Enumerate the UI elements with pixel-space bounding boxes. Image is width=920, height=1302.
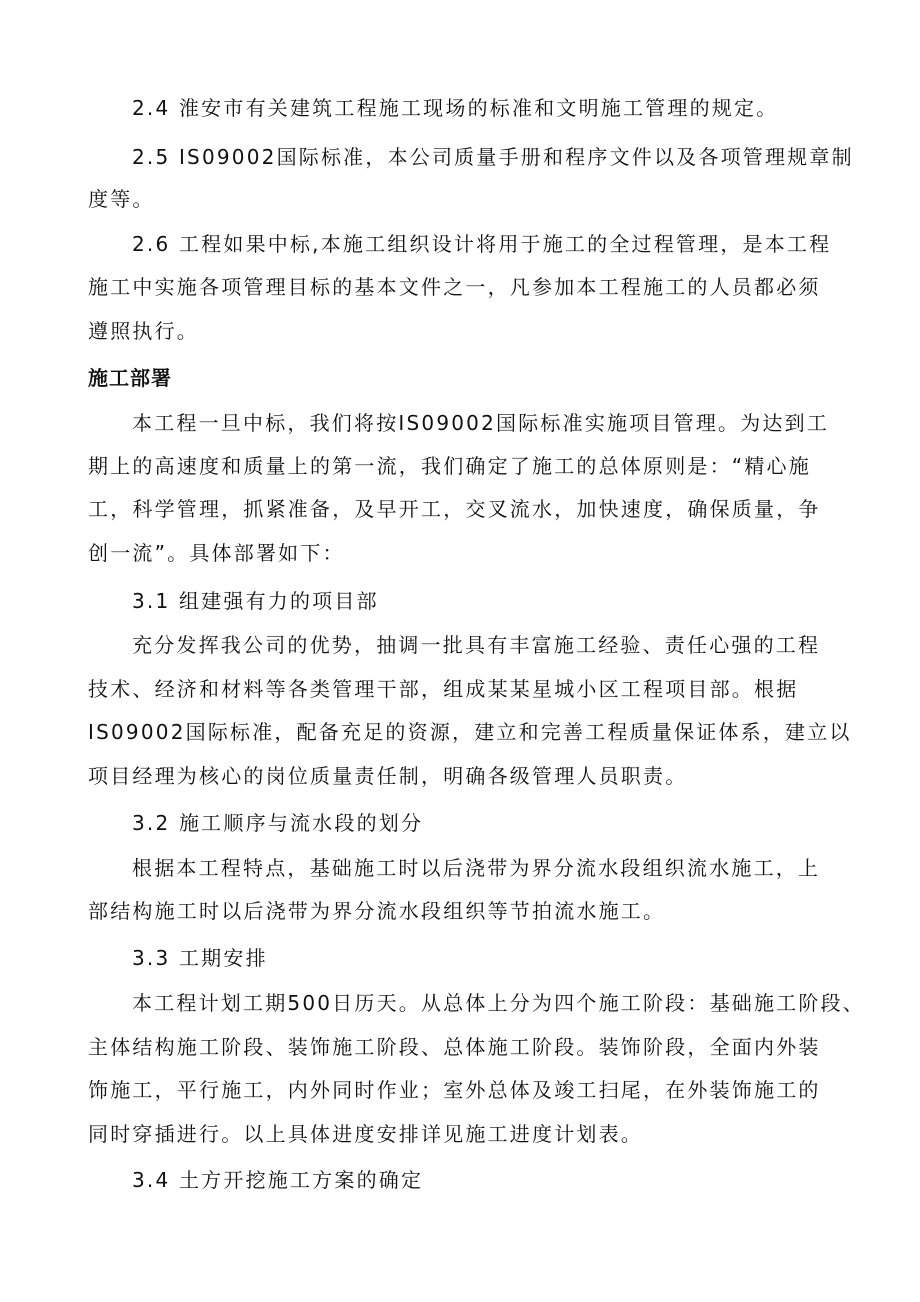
paragraph-deploy-line-1: 本工程一旦中标，我们将按IS09002国际标准实施项目管理。为达到工 bbox=[132, 411, 830, 435]
paragraph-deploy-line-4: 创一流”。具体部署如下： bbox=[88, 541, 345, 565]
subheading-3-1: 3.1 组建强有力的项目部 bbox=[132, 589, 379, 613]
paragraph-3-1-line-1: 充分发挥我公司的优势，抽调一批具有丰富施工经验、责任心强的工程 bbox=[132, 633, 821, 657]
paragraph-2-5-line-2: 度等。 bbox=[88, 187, 155, 211]
paragraph-2-5-line-1: 2.5 IS09002国际标准，本公司质量手册和程序文件以及各项管理规章制 bbox=[132, 145, 854, 169]
paragraph-2-4-line-1: 2.4 淮安市有关建筑工程施工现场的标准和文明施工管理的规定。 bbox=[132, 96, 779, 120]
paragraph-3-1-line-4: 项目经理为核心的岗位质量责任制，明确各级管理人员职责。 bbox=[88, 764, 688, 788]
subheading-3-2: 3.2 施工顺序与流水段的划分 bbox=[132, 811, 424, 835]
paragraph-3-2-line-2: 部结构施工时以后浇带为界分流水段组织等节拍流水施工。 bbox=[88, 899, 666, 923]
paragraph-3-2-line-1: 根据本工程特点，基础施工时以后浇带为界分流水段组织流水施工，上 bbox=[132, 856, 821, 880]
paragraph-deploy-line-3: 工，科学管理，抓紧准备，及早开工，交叉流水，加快速度，确保质量，争 bbox=[88, 497, 821, 521]
paragraph-deploy-line-2: 期上的高速度和质量上的第一流，我们确定了施工的总体原则是：“精心施 bbox=[88, 454, 811, 478]
subheading-3-4: 3.4 土方开挖施工方案的确定 bbox=[132, 1168, 424, 1192]
paragraph-3-3-line-3: 饰施工，平行施工，内外同时作业；室外总体及竣工扫尾，在外装饰施工的 bbox=[88, 1078, 821, 1102]
paragraph-3-3-line-2: 主体结构施工阶段、装饰施工阶段、总体施工阶段。装饰阶段，全面内外装 bbox=[88, 1035, 821, 1059]
paragraph-3-1-line-3: IS09002国际标准，配备充足的资源，建立和完善工程质量保证体系，建立以 bbox=[88, 720, 852, 744]
paragraph-3-1-line-2: 技术、经济和材料等各类管理干部，组成某某星城小区工程项目部。根据 bbox=[88, 677, 799, 701]
subheading-3-3: 3.3 工期安排 bbox=[132, 946, 268, 970]
paragraph-2-6-line-1: 2.6 工程如果中标,本施工组织设计将用于施工的全过程管理，是本工程 bbox=[132, 232, 832, 256]
paragraph-3-3-line-1: 本工程计划工期500日历天。从总体上分为四个施工阶段：基础施工阶段、 bbox=[132, 991, 865, 1015]
paragraph-2-6-line-2: 施工中实施各项管理目标的基本文件之一，凡参加本工程施工的人员都必须 bbox=[88, 275, 821, 299]
paragraph-3-3-line-4: 同时穿插进行。以上具体进度安排详见施工进度计划表。 bbox=[88, 1122, 643, 1146]
section-heading: 施工部署 bbox=[88, 366, 172, 390]
paragraph-2-6-line-3: 遵照执行。 bbox=[88, 319, 199, 343]
